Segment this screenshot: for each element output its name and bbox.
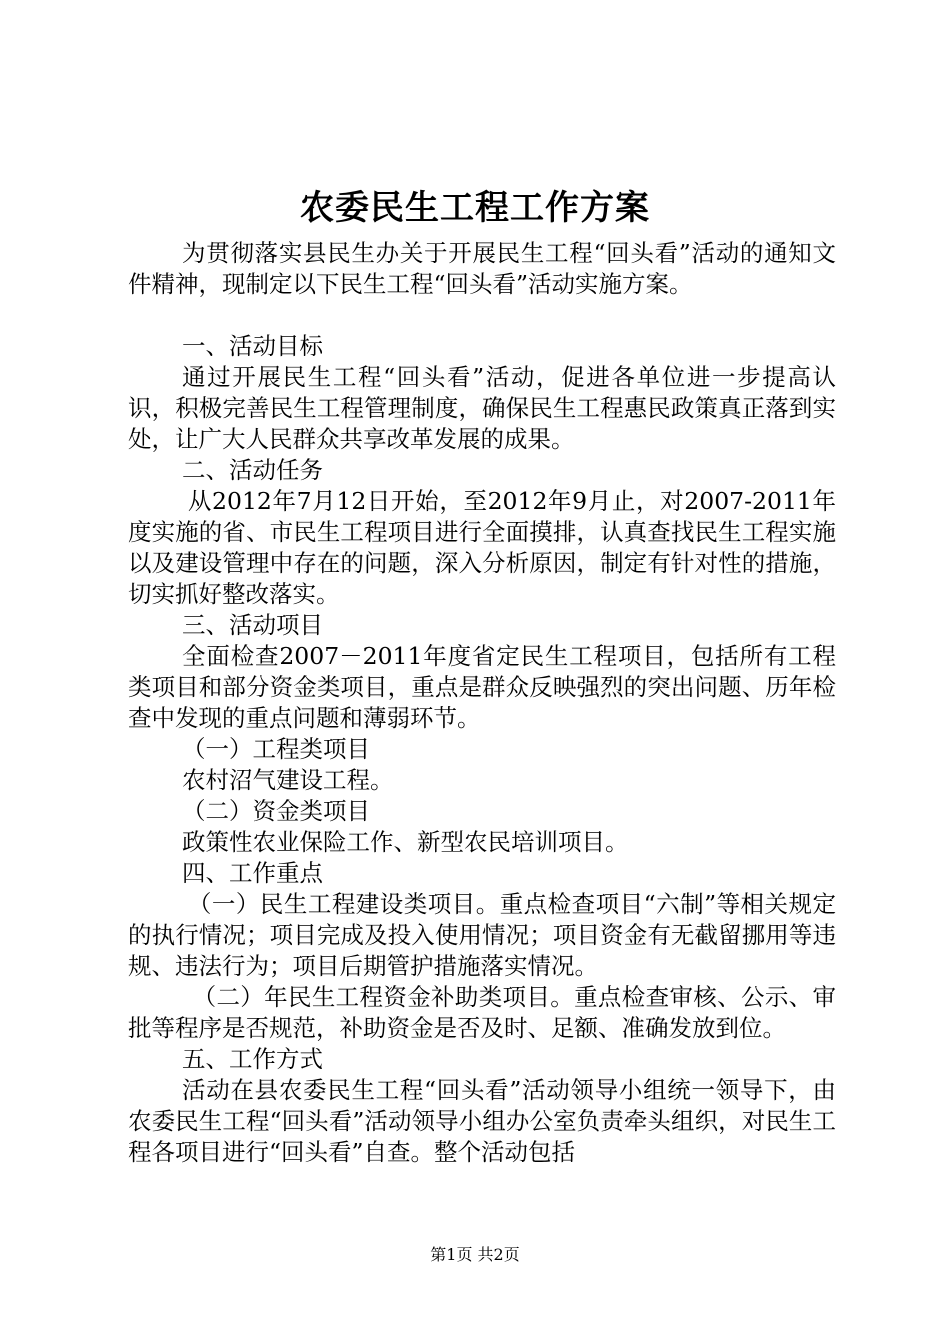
section-heading-4: 四、工作重点 (182, 859, 324, 887)
section-3-subheading-2: （二）资金类项目 (182, 797, 371, 825)
intro-paragraph: 为贯彻落实县民生办关于开展民生工程“回头看”活动的通知文件精神，现制定以下民生工程“回头看”活动实施方案。 (128, 239, 836, 298)
section-5-paragraph-1: 活动在县农委民生工程“回头看”活动领导小组统一领导下，由农委民生工程“回头看”活动领导小组办公室负责牵头组织，对民生工程各项目进行“回头看”自查。整个活动包括 (128, 1076, 836, 1166)
section-heading-2: 二、活动任务 (182, 456, 324, 484)
section-2-paragraph-1: 从2012年7月12日开始，至2012年9月止，对2007-2011年度实施的省、市民生工程项目进行全面摸排，认真查找民生工程实施以及建设管理中存在的问题，深入分析原因，制定有针对性的措施，切实抓好整改落实。 (128, 487, 836, 608)
section-4-paragraph-2: （二）年民生工程资金补助类项目。重点检查审核、公示、审批等程序是否规范，补助资金是否及时、足额、准确发放到位。 (128, 983, 836, 1042)
paragraph-spacer (128, 300, 836, 331)
document-title: 农委民生工程工作方案 (300, 188, 650, 228)
document-body (128, 238, 836, 1168)
section-heading-1: 一、活动目标 (182, 332, 324, 360)
section-heading-5: 五、工作方式 (182, 1045, 324, 1073)
page-number-footer: 第1页 共2页 (430, 1245, 520, 1264)
section-3-paragraph-2: 农村沼气建设工程。 (182, 766, 394, 794)
section-3-paragraph-3: 政策性农业保险工作、新型农民培训项目。 (182, 828, 629, 856)
section-heading-3: 三、活动项目 (182, 611, 324, 639)
section-3-paragraph-1: 全面检查2007－2011年度省定民生工程项目，包括所有工程类项目和部分资金类项目，重点是群众反映强烈的突出问题、历年检查中发现的重点问题和薄弱环节。 (128, 642, 836, 732)
section-3-subheading-1: （一）工程类项目 (182, 735, 371, 763)
section-1-paragraph-1: 通过开展民生工程“回头看”活动，促进各单位进一步提高认识，积极完善民生工程管理制度，确保民生工程惠民政策真正落到实处，让广大人民群众共享改革发展的成果。 (128, 363, 836, 453)
section-4-paragraph-1: （一）民生工程建设类项目。重点检查项目“六制”等相关规定的执行情况；项目完成及投入使用情况；项目资金有无截留挪用等违规、违法行为；项目后期管护措施落实情况。 (128, 890, 836, 980)
